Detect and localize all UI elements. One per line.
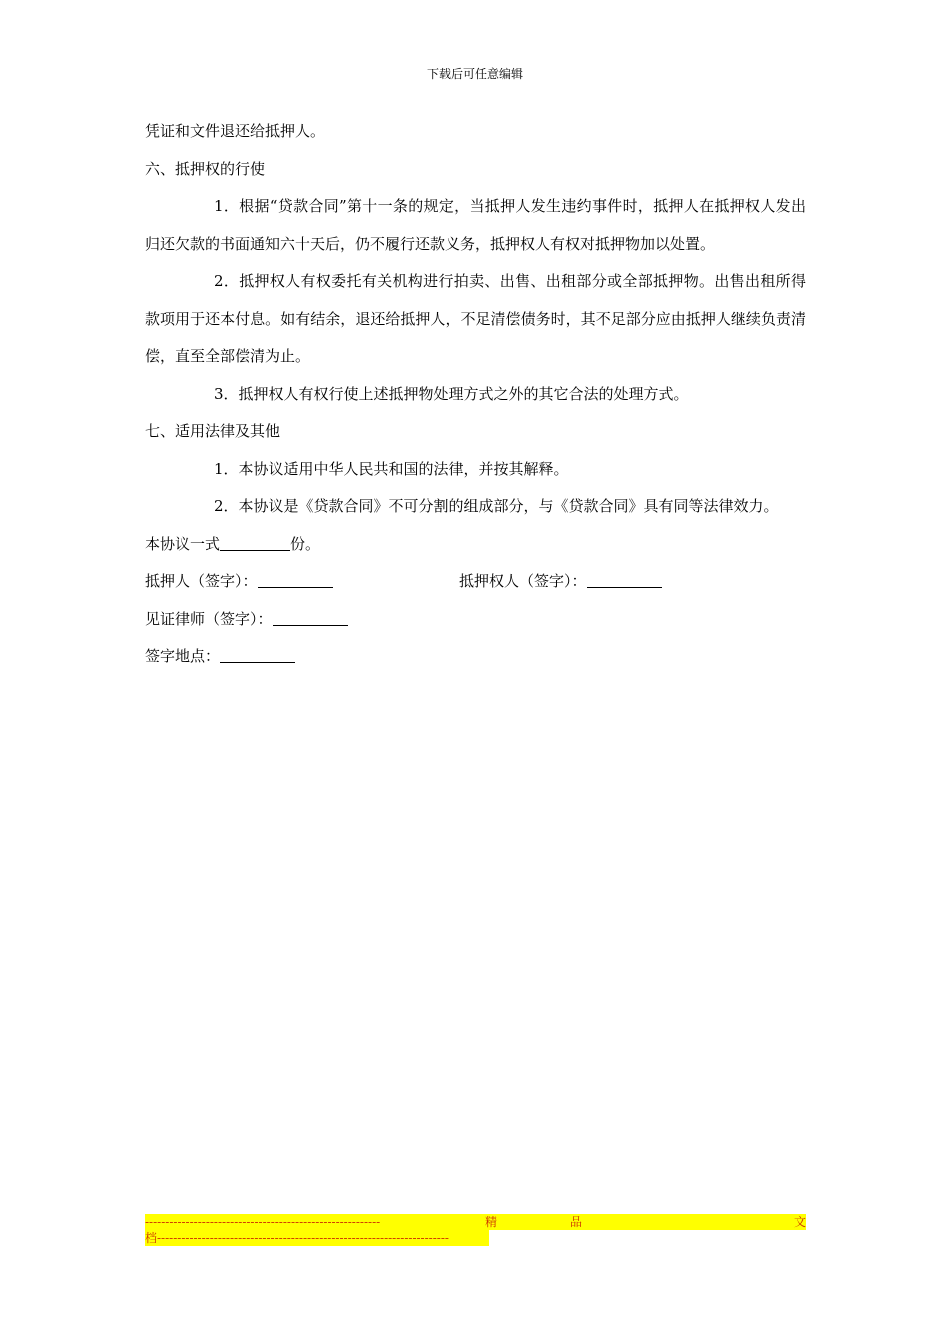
mortgagor-signature-blank: [258, 569, 333, 588]
mortgagor-signature-label: 抵押人（签字）：: [145, 572, 258, 590]
mortgagee-signature: [459, 563, 662, 601]
lawyer-signature-label: 见证律师（签字）：: [145, 609, 273, 628]
copies-blank: [220, 532, 290, 551]
footer-watermark: [145, 1214, 806, 1250]
footer-char-wen: 文: [793, 1215, 806, 1229]
footer-char-pin: 品: [570, 1215, 583, 1229]
paragraph-return-documents: 凭证和文件退还给抵押人。: [145, 122, 326, 140]
section-6-title: 六、抵押权的行使: [145, 159, 266, 178]
signature-row-parties: [145, 563, 806, 601]
footer-line-2: 档------------------------------------------------------------------------: [145, 1230, 489, 1246]
section-7-item-2: 2．本协议是《贷款合同》不可分割的组成部分，与《贷款合同》具有同等法律效力。: [214, 497, 779, 515]
signing-place-label: 签字地点：: [145, 647, 221, 665]
footer-gap: [582, 1214, 794, 1230]
signature-row-place: [145, 638, 806, 676]
section-6-item-2: 2．抵押权人有权委托有关机构进行拍卖、出售、出租部分或全部抵押物。出售出租所得款项用于还本付息。如有结余，退还给抵押人，不足清偿债务时，其不足部分应由抵押人继续负责清偿，直至全部偿清为止。: [145, 272, 806, 365]
section-6-item-1: 1．根据“贷款合同”第十一条的规定，当抵押人发生违约事件时，抵押人在抵押权人发出归还欠款的书面通知六十天后，仍不履行还款义务，抵押权人有权对抵押物加以处置。: [145, 197, 806, 253]
footer-line-1: [145, 1214, 806, 1230]
copies-suffix: 份。: [290, 534, 321, 553]
page-header: 下载后可任意编辑: [426, 67, 523, 81]
footer-dashes: ----------------------------------------------------------: [145, 1215, 381, 1229]
document-body: [145, 113, 806, 676]
mortgagee-signature-label: 抵押权人（签字）：: [459, 572, 587, 590]
section-7-title: 七、适用法律及其他: [145, 422, 281, 440]
lawyer-signature-blank: [273, 607, 348, 626]
section-7-item-1: 1．本协议适用中华人民共和国的法律，并按其解释。: [214, 459, 569, 478]
signing-place-blank: [220, 644, 295, 663]
signature-row-lawyer: [145, 601, 806, 639]
footer-char-jing: 精: [485, 1215, 498, 1229]
copies-prefix: 本协议一式: [145, 534, 221, 553]
section-6-item-3: 3．抵押权人有权行使上述抵押物处理方式之外的其它合法的处理方式。: [214, 384, 689, 403]
mortgagee-signature-blank: [587, 569, 662, 588]
copies-line: [145, 526, 806, 564]
